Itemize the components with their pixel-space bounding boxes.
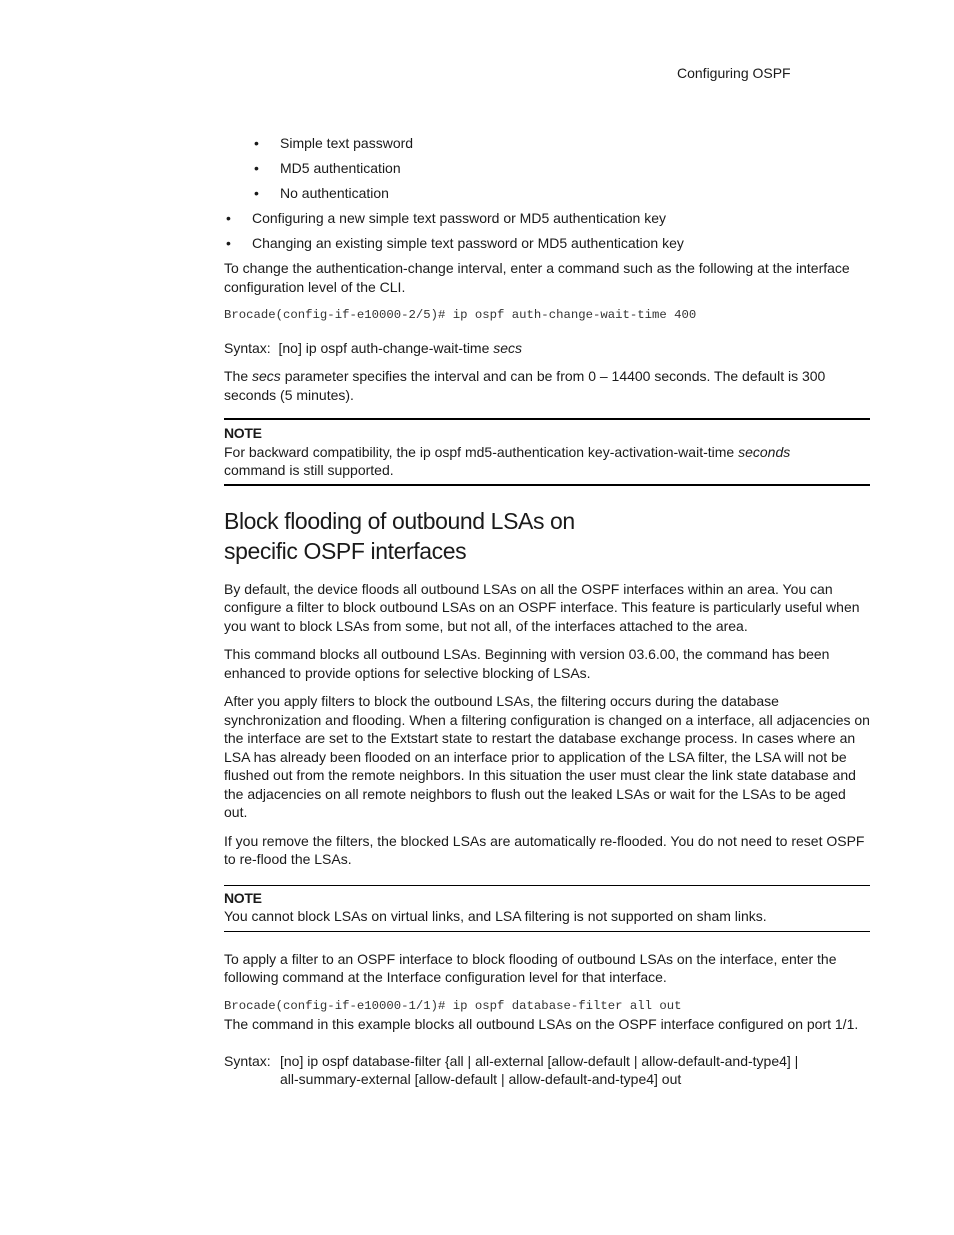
syntax-label: Syntax: <box>224 339 271 356</box>
list-item: • Configuring a new simple text password or MD5 authentication key <box>226 210 666 226</box>
note-command: ip ospf md5-authentication key-activation-wait-time <box>419 443 735 460</box>
bullet-icon: • <box>254 135 259 151</box>
running-header: Configuring OSPF <box>677 65 791 81</box>
section-heading: Block flooding of outbound LSAs on specific OSPF interfaces <box>224 507 575 564</box>
body-paragraph: If you remove the filters, the blocked LSAs are automatically re-flooded. You do not need to reset OSPF to re-flood the LSAs. <box>224 832 865 867</box>
syntax-command: [no] ip ospf auth-change-wait-time <box>278 339 490 356</box>
note-param: seconds <box>738 443 791 460</box>
note-title: NOTE <box>224 425 262 441</box>
syntax-body: [no] ip ospf database-filter {all | all-external [allow-default | allow-default-and-type4] | all-summary-external [allow-default | allow-default-and-type4] out <box>280 1052 799 1087</box>
secs-paragraph: The secs parameter specifies the interval and can be from 0 – 14400 seconds. The default is 300 seconds (5 minutes). <box>224 368 826 403</box>
note-text: You cannot block LSAs on virtual links, and LSA filtering is not supported on sham links. <box>224 908 767 924</box>
syntax-param: secs <box>493 339 523 356</box>
note-box-1 <box>224 418 870 486</box>
syntax-label: Syntax: <box>224 1052 271 1069</box>
bullet-icon: • <box>254 160 259 176</box>
syntax-line-1 <box>224 339 870 358</box>
bullet-icon: • <box>226 210 231 226</box>
bullet-icon: • <box>254 185 259 201</box>
note-text: For backward compatibility, the ip ospf md5-authentication key-activation-wait-time seconds command is still supported. <box>224 443 791 478</box>
list-item: • No authentication <box>254 185 389 201</box>
body-paragraph: This command blocks all outbound LSAs. Beginning with version 03.6.00, the command has been enhanced to provide options for selective blocking of LSAs. <box>224 646 830 681</box>
body-paragraph: By default, the device floods all outbound LSAs on all the OSPF interfaces within an area. You can configure a filter to block outbound LSAs on an OSPF interface. This feature is particularly useful when you want to block LSAs from some, but not all, of the interfaces attached to the area. <box>224 580 860 634</box>
bullet-icon: • <box>226 235 231 251</box>
list-item: • Changing an existing simple text password or MD5 authentication key <box>226 235 684 251</box>
apply-paragraph: To apply a filter to an OSPF interface to block flooding of outbound LSAs on the interface, enter the following command at the Interface configuration level for that interface. <box>224 950 837 985</box>
code-example-1: Brocade(config-if-e10000-2/5)# ip ospf auth-change-wait-time 400 <box>224 308 697 322</box>
body-paragraph: After you apply filters to block the outbound LSAs, the filtering occurs during the database synchronization and flooding. When a filtering configuration is changed on a interface, all adjacencies on the interface are set to the Extstart state to restart the database exchange process. In cases where an LSA has already been flooded on an interface prior to application of the LSA filter, the LSA will not be flushed out from the remote neighbors. In this situation the user must clear the link state database and the adjacencies on all remote neighbors to flush out the leaked LSAs or wait for the LSAs to be aged out. <box>224 693 870 820</box>
intro-paragraph: To change the authentication-change interval, enter a command such as the following at the interface configuration level of the CLI. <box>224 260 850 295</box>
note-title: NOTE <box>224 889 262 906</box>
example-paragraph: The command in this example blocks all outbound LSAs on the OSPF interface configured on port 1/1. <box>224 1016 859 1032</box>
code-example-2: Brocade(config-if-e10000-1/1)# ip ospf database-filter all out <box>224 998 682 1013</box>
note-box-2 <box>224 885 870 932</box>
page-content <box>224 134 870 1089</box>
list-item: • Simple text password <box>254 135 414 151</box>
list-item: • MD5 authentication <box>254 160 401 176</box>
syntax-block-2 <box>224 1052 870 1089</box>
